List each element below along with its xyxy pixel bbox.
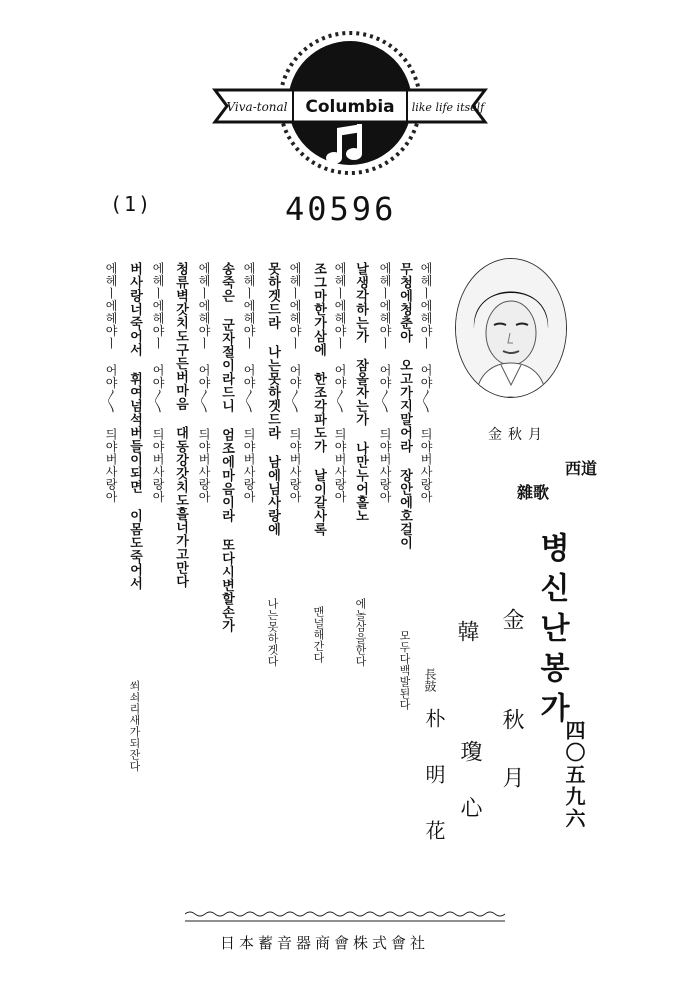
lyric-line-tail: 에놀삼을한다 [354, 598, 367, 667]
portrait-image [456, 259, 566, 397]
janggo-player-name: 朴明花 [422, 708, 446, 876]
song-title: 병신난봉가 [534, 532, 569, 732]
columbia-logo [205, 28, 495, 178]
logo-left-ribbon: Viva-tonal [226, 100, 288, 114]
genre-label-line2: 雜歌 [517, 483, 550, 502]
singer1-given-name: 秋月 [499, 708, 524, 824]
lyric-line: 에헤ㅣ에헤야ㅣ 어야〳〵 듸야버사랑아 [288, 262, 302, 503]
janggo-label: 長鼓 [423, 668, 437, 692]
singer2-given-name: 瓊心 [457, 740, 482, 852]
logo-brand: Columbia [305, 97, 395, 117]
singer-portrait [455, 258, 567, 398]
singer1-surname: 金 [499, 608, 524, 630]
lyric-line: 에헤ㅣ에헤야ㅣ 어야〳〵 듸야버사랑아 [419, 262, 433, 503]
lyric-line: 청류벽갓치도구든버마음 대동강갓치도흘너가고만다 [173, 262, 188, 588]
lyric-line-tail: 맨널해간다 [312, 606, 325, 664]
lyric-line: 에헤ㅣ에헤야ㅣ 어야〳〵 듸야버사랑아 [151, 262, 165, 503]
logo-right-ribbon: like life itself [411, 101, 485, 114]
publisher-name: 日本蓄音器商會株式會社 [220, 934, 430, 952]
record-number: 40596 [285, 190, 397, 228]
lyric-line: 송죽은 군자절이라드니 엄조에마음이라 또다시변할손가 [219, 262, 234, 633]
lyric-line: 에헤ㅣ에헤야ㅣ 어야〳〵 듸야버사랑아 [333, 262, 347, 503]
lyric-line: 에헤ㅣ에헤야ㅣ 어야〳〵 듸야버사랑아 [242, 262, 256, 503]
footer-wavy-rule [185, 910, 505, 924]
singer2-surname: 韓 [454, 620, 479, 642]
lyric-line: 조그마한가삼에 한조각파도가 날이갈사록 [311, 262, 326, 536]
lyric-line: 에헤ㅣ에헤야ㅣ 어야〳〵 듸야버사랑아 [378, 262, 392, 503]
lyric-line: 에헤ㅣ에헤야ㅣ 어야〳〵 듸야버사랑아 [197, 262, 211, 503]
lyric-line: 못하겟드라 나는못하겟드라 남에님사랑에 [265, 262, 280, 536]
catalog-number-vertical: 四〇五九六 [562, 720, 586, 830]
lyric-line: 날생각하는가 잠올자는가 나만누어홀노 [353, 262, 368, 523]
lyric-line: 에헤ㅣ에헤야ㅣ 어야〳〵 듸야버사랑아 [104, 262, 118, 503]
lyric-line: 무청에청춘아 오고가지말어라 장안에호걸이 [397, 262, 412, 550]
lyric-line-tail: 모두다백발된다 [398, 630, 411, 711]
lyric-line: 버사랑너죽어서 휘여넘석버들이되면 이몸도죽어서 [127, 262, 142, 590]
lyric-line-tail: 쐬쇠리새가되잔다 [128, 680, 141, 772]
lyric-line-tail: 나는못하겟다 [266, 598, 279, 667]
portrait-caption: 金秋月 [488, 427, 548, 443]
genre-label-line1: 西道 [565, 459, 598, 478]
side-label: (1) [110, 192, 153, 216]
